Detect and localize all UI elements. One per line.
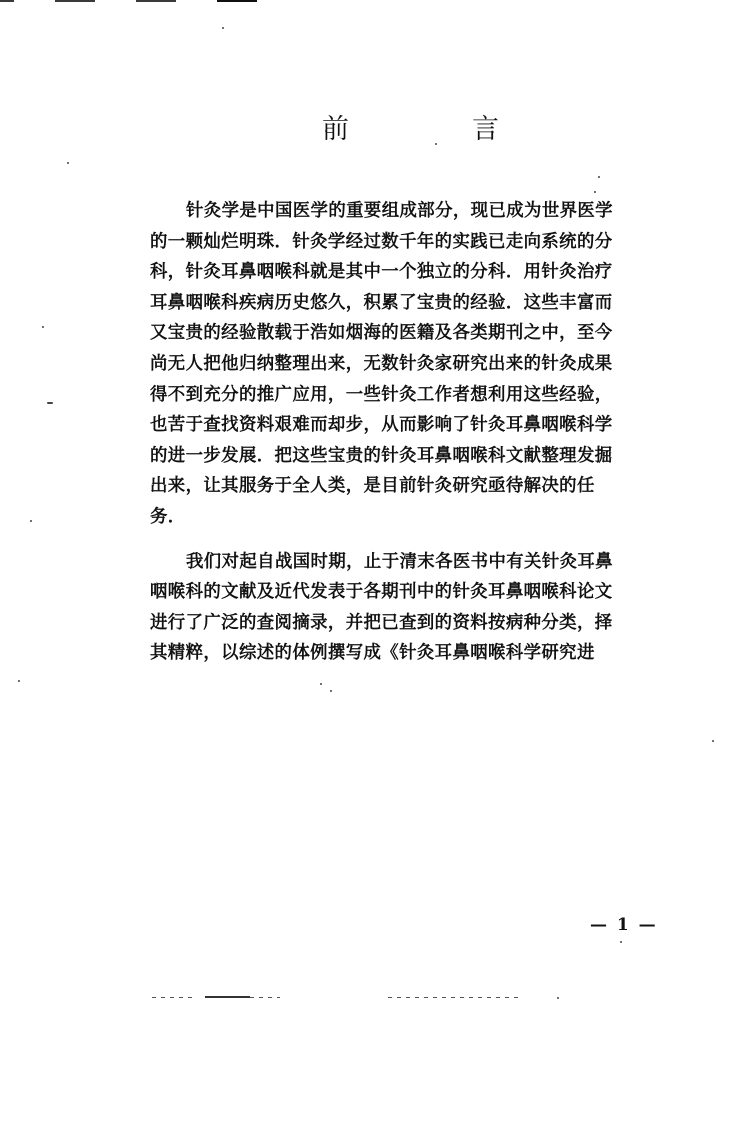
text-line: 也苦于查找资料艰难而却步，从而影响了针灸耳鼻咽喉科学 [150,415,613,436]
page-title-char-2: 言 [472,114,499,145]
scan-speck [598,176,600,178]
text-line: 的进一步发展．把这些宝贵的针灸耳鼻咽喉科文献整理发掘 [150,445,613,466]
text-line: 的一颗灿烂明珠．针灸学经过数千年的实践已走向系统的分 [150,231,613,252]
text-line: 进行了广泛的查阅摘录，并把已查到的资料按病种分类，择 [150,612,613,633]
text-line: 又宝贵的经验散载于浩如烟海的医籍及各类期刊之中，至今 [150,323,613,344]
text-line: 务． [150,506,186,527]
paragraph-gap [150,533,680,547]
text-line: 科，针灸耳鼻咽喉科就是其中一个独立的分科．用针灸治疗 [150,262,613,283]
text-line: 出来，让其服务于全人类，是目前针灸研究亟待解决的任 [150,476,595,497]
page-number: — 1 — [590,915,658,935]
text-line: 其精粹，以综述的体例撰写成《针灸耳鼻咽喉科学研究进 [150,643,595,664]
scan-speck [712,740,714,742]
scan-speck [594,191,596,193]
text-line: 耳鼻咽喉科疾病历史悠久，积累了宝贵的经验．这些丰富而 [150,292,613,313]
text-line: 咽喉科的文献及近代发表于各期刊中的针灸耳鼻咽喉科论文 [150,582,613,603]
text-line: 尚无人把他归纳整理出来，无数针灸家研究出来的针灸成果 [150,353,613,374]
scan-speck [320,683,322,685]
text-line: 得不到充分的推广应用，一些针灸工作者想利用这些经验， [150,384,613,405]
paragraph-2 [150,547,680,669]
scan-speck [42,326,44,328]
scan-speck [47,402,53,404]
scan-artifact-rule [136,0,176,2]
scan-speck [30,520,32,522]
scan-artifact-dotted-line [152,997,192,998]
scan-speck [67,162,69,164]
scan-speck [620,941,622,943]
scan-speck [222,27,224,29]
scan-artifact-rule [205,996,250,998]
scan-speck [330,690,332,692]
paragraph-1 [150,196,680,533]
scan-speck [18,680,20,682]
scan-artifact-rule [0,0,14,2]
scan-artifact-rule [217,0,257,2]
page-title-char-1: 前 [322,114,349,145]
scan-speck [557,997,559,999]
text-line: 针灸学是中国医学的重要组成部分，现已成为世界医学 [186,201,613,221]
scan-artifact-dotted-line [250,997,280,998]
scan-artifact-dotted-line [388,997,523,998]
preface-body [150,196,680,669]
text-line: 我们对起自战国时期，止于清末各医书中有关针灸耳鼻 [186,551,613,572]
page-title [0,112,747,152]
scan-artifact-rule [55,0,95,2]
